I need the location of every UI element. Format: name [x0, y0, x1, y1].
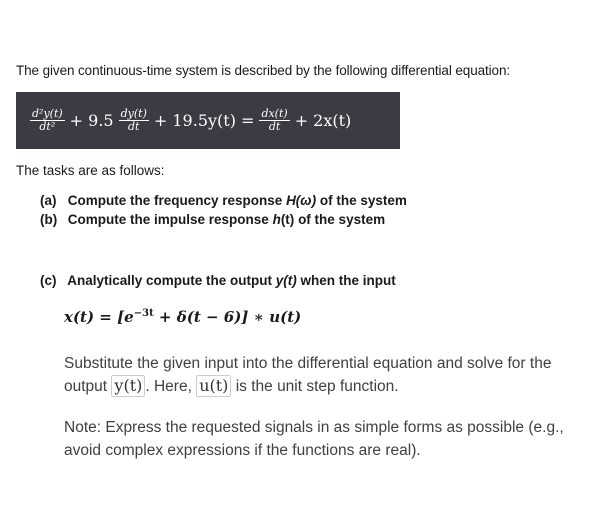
input-signal-formula [64, 308, 301, 326]
differential-equation [16, 92, 400, 149]
fraction-numerator: dy(t) [120, 106, 147, 120]
fraction-numerator: d²y(t) [32, 106, 63, 120]
intro-text: The given continuous-time system is described by the following differential equation: [16, 63, 511, 78]
formula-exponent: −3t [133, 308, 154, 319]
paragraph-text: Substitute the given input into the differential equation and solve for the output [64, 355, 552, 395]
equation-term: + 19.5y(t) = [153, 111, 255, 130]
task-text: Compute the frequency response [67, 193, 287, 208]
formula-rhs: + δ(t − 6)] ∗ u(t) [153, 308, 302, 326]
note-paragraph: Note: Express the requested signals in as simple forms as possible (e.g., avoid complex expressions if the functions are real). [64, 419, 564, 459]
equation-term: + 9.5 [69, 111, 114, 130]
task-symbol-arg: (t) [280, 212, 295, 227]
fraction-denominator: dt [128, 120, 140, 133]
fraction-denominator: dt [268, 120, 281, 133]
task-symbol: H(ω) [286, 193, 317, 208]
first-derivative-fraction [119, 108, 149, 133]
task-text: of the system [294, 212, 386, 227]
task-b [40, 212, 385, 227]
task-c [40, 273, 396, 288]
substitute-paragraph [64, 352, 574, 398]
task-symbol: h [272, 212, 281, 227]
paragraph-text: is the unit step function. [231, 378, 399, 395]
equation-term: + 2x(t) [294, 111, 352, 130]
tasks-heading: The tasks are as follows: [16, 163, 165, 178]
input-derivative-fraction [259, 108, 289, 133]
unit-step-symbol[interactable]: u(t) [196, 375, 231, 397]
task-text: Analytically compute the output [67, 273, 276, 288]
task-text: when the input [296, 273, 396, 288]
output-symbol[interactable]: y(t) [111, 375, 145, 397]
task-a [40, 193, 407, 208]
paragraph-text: . Here, [145, 378, 197, 395]
fraction-numerator: dx(t) [261, 106, 288, 120]
task-symbol: y(t) [275, 273, 297, 288]
task-text: of the system [316, 193, 407, 208]
fraction-denominator: dt² [39, 120, 56, 133]
formula-lhs: x(t) = [e [64, 308, 134, 326]
task-label: (a) [40, 193, 57, 208]
task-label: (c) [40, 273, 57, 288]
task-text: Compute the impulse response [67, 212, 273, 227]
task-label: (b) [40, 212, 58, 227]
second-derivative-fraction [30, 108, 65, 133]
